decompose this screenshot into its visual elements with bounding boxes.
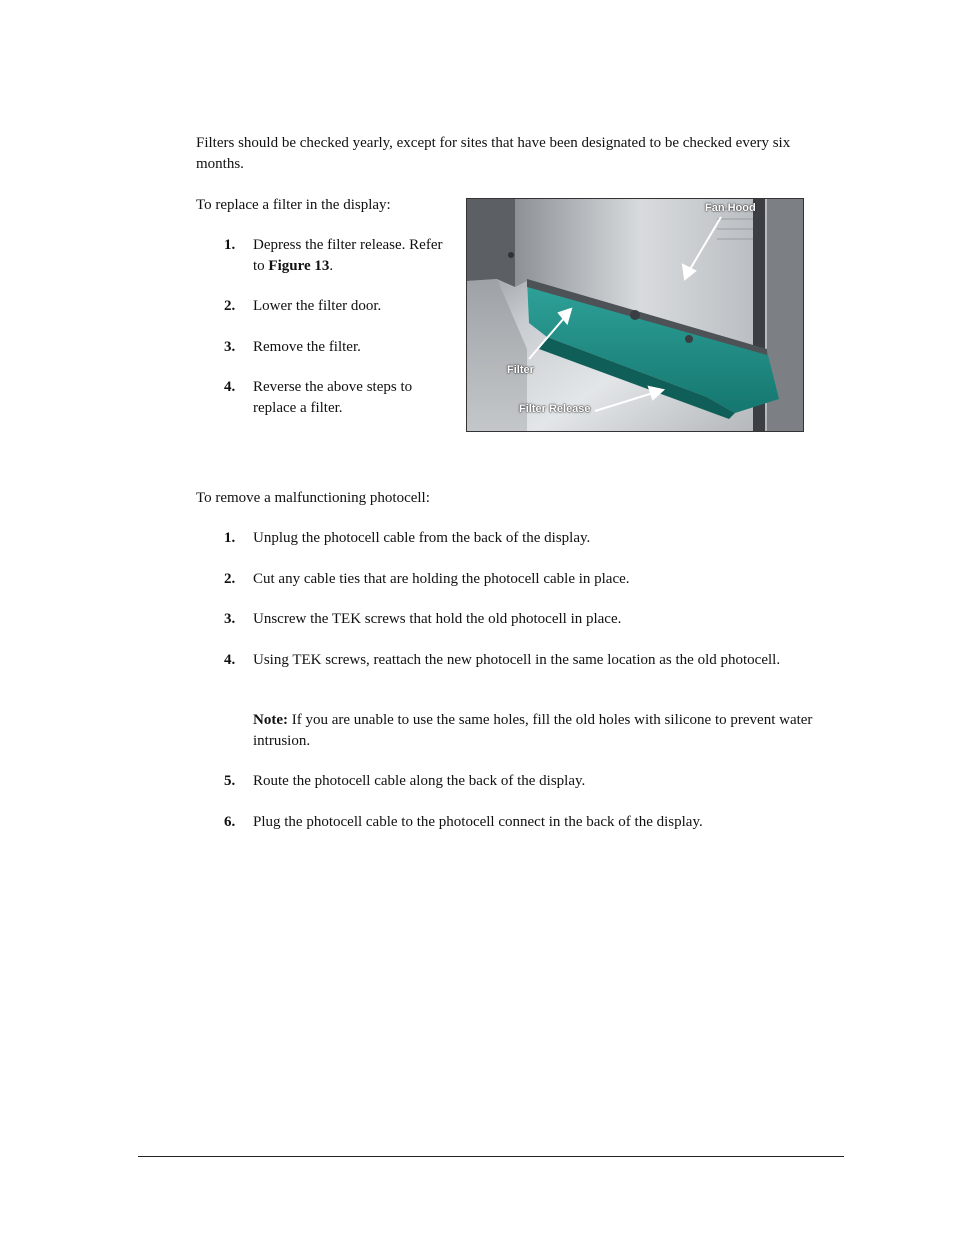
photocell-step-1-text: Unplug the photocell cable from the back of the display. (253, 530, 591, 546)
filter-step-2-text: Lower the filter door. (253, 298, 382, 314)
filter-step-1-number: 1. (224, 237, 236, 253)
filter-step-3-text: Remove the filter. (253, 339, 361, 355)
filter-step-4-text: Reverse the above steps to replace a filter. (253, 379, 413, 416)
filter-step-1-text (253, 235, 443, 277)
photocell-step-1-number: 1. (224, 530, 236, 546)
figure-reference: Figure 13 (268, 258, 330, 274)
photocell-step-4-text: Using TEK screws, reattach the new photocell in the same location as the old photocell. (253, 652, 781, 668)
callout-fan-hood: Fan Hood (705, 202, 756, 214)
filters-lead: To replace a filter in the display: (196, 197, 391, 213)
photocell-step-2-text: Cut any cable ties that are holding the photocell cable in place. (253, 571, 630, 587)
footer-rule (138, 1156, 844, 1157)
filters-intro: Filters should be checked yearly, except for sites that have been designated to be checked every six months. (196, 135, 791, 172)
photocell-step-2-number: 2. (224, 571, 236, 587)
filter-step-1-text-post: . (329, 258, 334, 274)
photocell-step-5-number: 5. (224, 773, 236, 789)
filter-illustration (467, 199, 803, 431)
photocell-step-6-text: Plug the photocell cable to the photocell connect in the back of the display. (253, 814, 703, 830)
note-label: Note: (253, 712, 288, 728)
filter-step-2-number: 2. (224, 298, 236, 314)
filter-step-1-text-pre: Depress the filter release. Refer to (253, 237, 443, 274)
photocell-step-6-number: 6. (224, 814, 236, 830)
photocell-step-4-number: 4. (224, 652, 236, 668)
photocell-note (253, 710, 813, 752)
photocell-step-3-text: Unscrew the TEK screws that hold the old photocell in place. (253, 611, 622, 627)
filter-step-3-number: 3. (224, 339, 236, 355)
filter-figure-photo (466, 198, 804, 432)
filter-step-4-number: 4. (224, 379, 236, 395)
photocell-lead: To remove a malfunctioning photocell: (196, 490, 430, 506)
photocell-step-3-number: 3. (224, 611, 236, 627)
callout-filter-release: Filter Release (519, 403, 591, 415)
note-text: If you are unable to use the same holes, fill the old holes with silicone to prevent water intrusion. (253, 712, 813, 749)
photocell-step-5-text: Route the photocell cable along the back of the display. (253, 773, 586, 789)
callout-filter: Filter (507, 364, 534, 376)
